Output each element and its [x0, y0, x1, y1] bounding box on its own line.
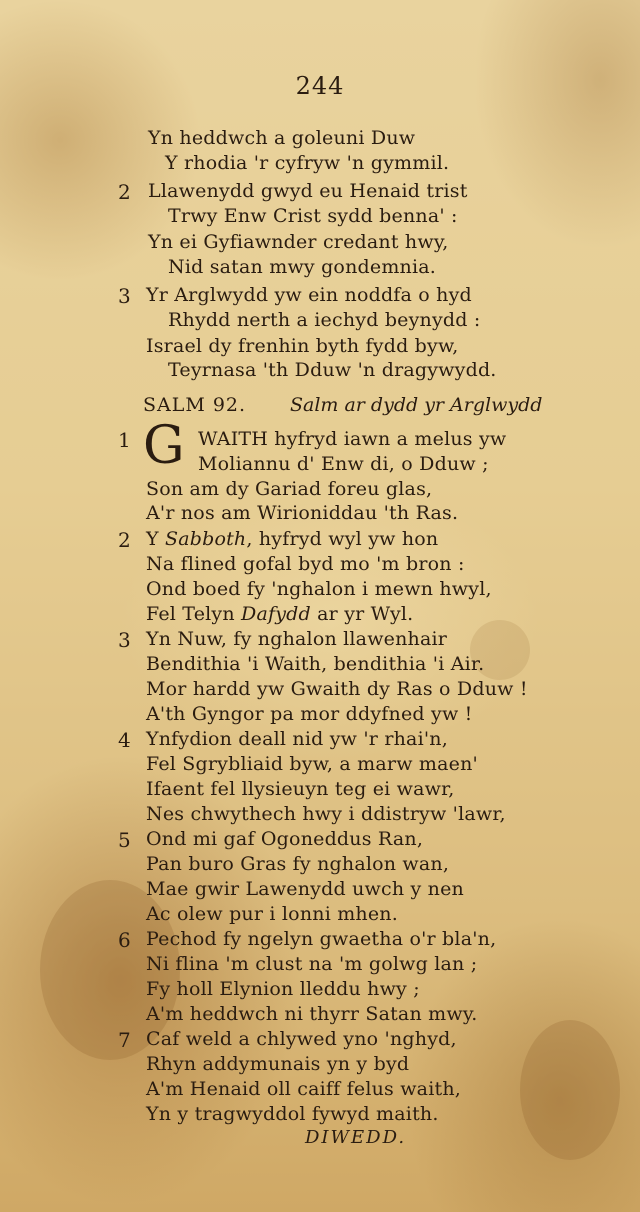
psalm-subtitle: Salm ar dydd yr Arglwydd	[290, 394, 543, 416]
verse-line: Bendithia 'i Waith, bendithia 'i Air.	[146, 653, 485, 675]
emphasis-word: Dafydd	[241, 603, 311, 625]
verse-number: 2	[118, 528, 131, 552]
verse-number: 2	[118, 180, 131, 204]
verse-line: Son am dy Gariad foreu glas,	[146, 478, 433, 500]
verse-line: Mae gwir Lawenydd uwch y nen	[146, 878, 464, 900]
emphasis-word: Sabboth	[164, 528, 247, 550]
psalm-title: SALM 92.	[143, 394, 247, 416]
verse-line: Fy holl Elynion lleddu hwy ;	[146, 978, 420, 1000]
verse-line: Yn heddwch a goleuni Duw	[148, 127, 416, 149]
verse-number: 7	[118, 1028, 131, 1052]
verse-line: Trwy Enw Crist sydd benna' :	[168, 205, 458, 227]
verse-line: Y Sabboth, hyfryd wyl yw hon	[146, 528, 439, 550]
verse-line: Moliannu d' Enw di, o Dduw ;	[198, 453, 489, 475]
verse-number: 3	[118, 628, 131, 652]
verse-line: Ond boed fy 'nghalon i mewn hwyl,	[146, 578, 492, 600]
verse-line: Nes chwythech hwy i ddistryw 'lawr,	[146, 803, 506, 825]
verse-line: Rhyn addymunais yn y byd	[146, 1053, 410, 1075]
verse-line: Y rhodia 'r cyfryw 'n gymmil.	[165, 152, 450, 174]
verse-line: Fel Sgrybliaid byw, a marw maen'	[146, 753, 478, 775]
verse-line: Fel Telyn Dafydd ar yr Wyl.	[146, 603, 414, 625]
verse-line: Yn y tragwyddol fywyd maith.	[146, 1103, 439, 1125]
verse-line: Caf weld a chlywed yno 'nghyd,	[146, 1028, 457, 1050]
verse-line: A'm Henaid oll caiff felus waith,	[146, 1078, 461, 1100]
verse-line: Ynfydion deall nid yw 'r rhai'n,	[146, 728, 448, 750]
verse-line: Yr Arglwydd yw ein noddfa o hyd	[146, 284, 472, 306]
drop-cap: G	[143, 416, 185, 476]
verse-number: 1	[118, 428, 131, 452]
verse-line: Mor hardd yw Gwaith dy Ras o Dduw !	[146, 678, 528, 700]
verse-line: Rhydd nerth a iechyd beynydd :	[168, 309, 481, 331]
paper-stain	[520, 1020, 620, 1160]
verse-line: Pechod fy ngelyn gwaetha o'r bla'n,	[146, 928, 497, 950]
verse-number: 4	[118, 728, 131, 752]
verse-line: Llawenydd gwyd eu Henaid trist	[148, 180, 468, 202]
verse-line: A'th Gyngor pa mor ddyfned yw !	[146, 703, 473, 725]
verse-line: Israel dy frenhin byth fydd byw,	[146, 335, 459, 357]
verse-line: Na flined gofal byd mo 'm bron :	[146, 553, 465, 575]
verse-line: Nid satan mwy gondemnia.	[168, 256, 437, 278]
verse-number: 3	[118, 284, 131, 308]
verse-line: WAITH hyfryd iawn a melus yw	[198, 428, 507, 450]
verse-line: Yn Nuw, fy nghalon llawenhair	[146, 628, 448, 650]
verse-line: Ac olew pur i lonni mhen.	[146, 903, 398, 925]
page-number: 244	[295, 72, 345, 100]
verse-line: Pan buro Gras fy nghalon wan,	[146, 853, 450, 875]
verse-line: A'r nos am Wirioniddau 'th Ras.	[146, 502, 459, 524]
verse-number: 6	[118, 928, 131, 952]
verse-line: Ifaent fel llysieuyn teg ei wawr,	[146, 778, 455, 800]
verse-line: Ni flina 'm clust na 'm golwg lan ;	[146, 953, 478, 975]
verse-line: Teyrnasa 'th Dduw 'n dragywydd.	[168, 359, 497, 381]
verse-line: A'm heddwch ni thyrr Satan mwy.	[146, 1003, 478, 1025]
verse-line: Ond mi gaf Ogoneddus Ran,	[146, 828, 424, 850]
verse-number: 5	[118, 828, 131, 852]
end-marker: DIWEDD.	[305, 1127, 407, 1148]
verse-line: Yn ei Gyfiawnder credant hwy,	[148, 231, 449, 253]
